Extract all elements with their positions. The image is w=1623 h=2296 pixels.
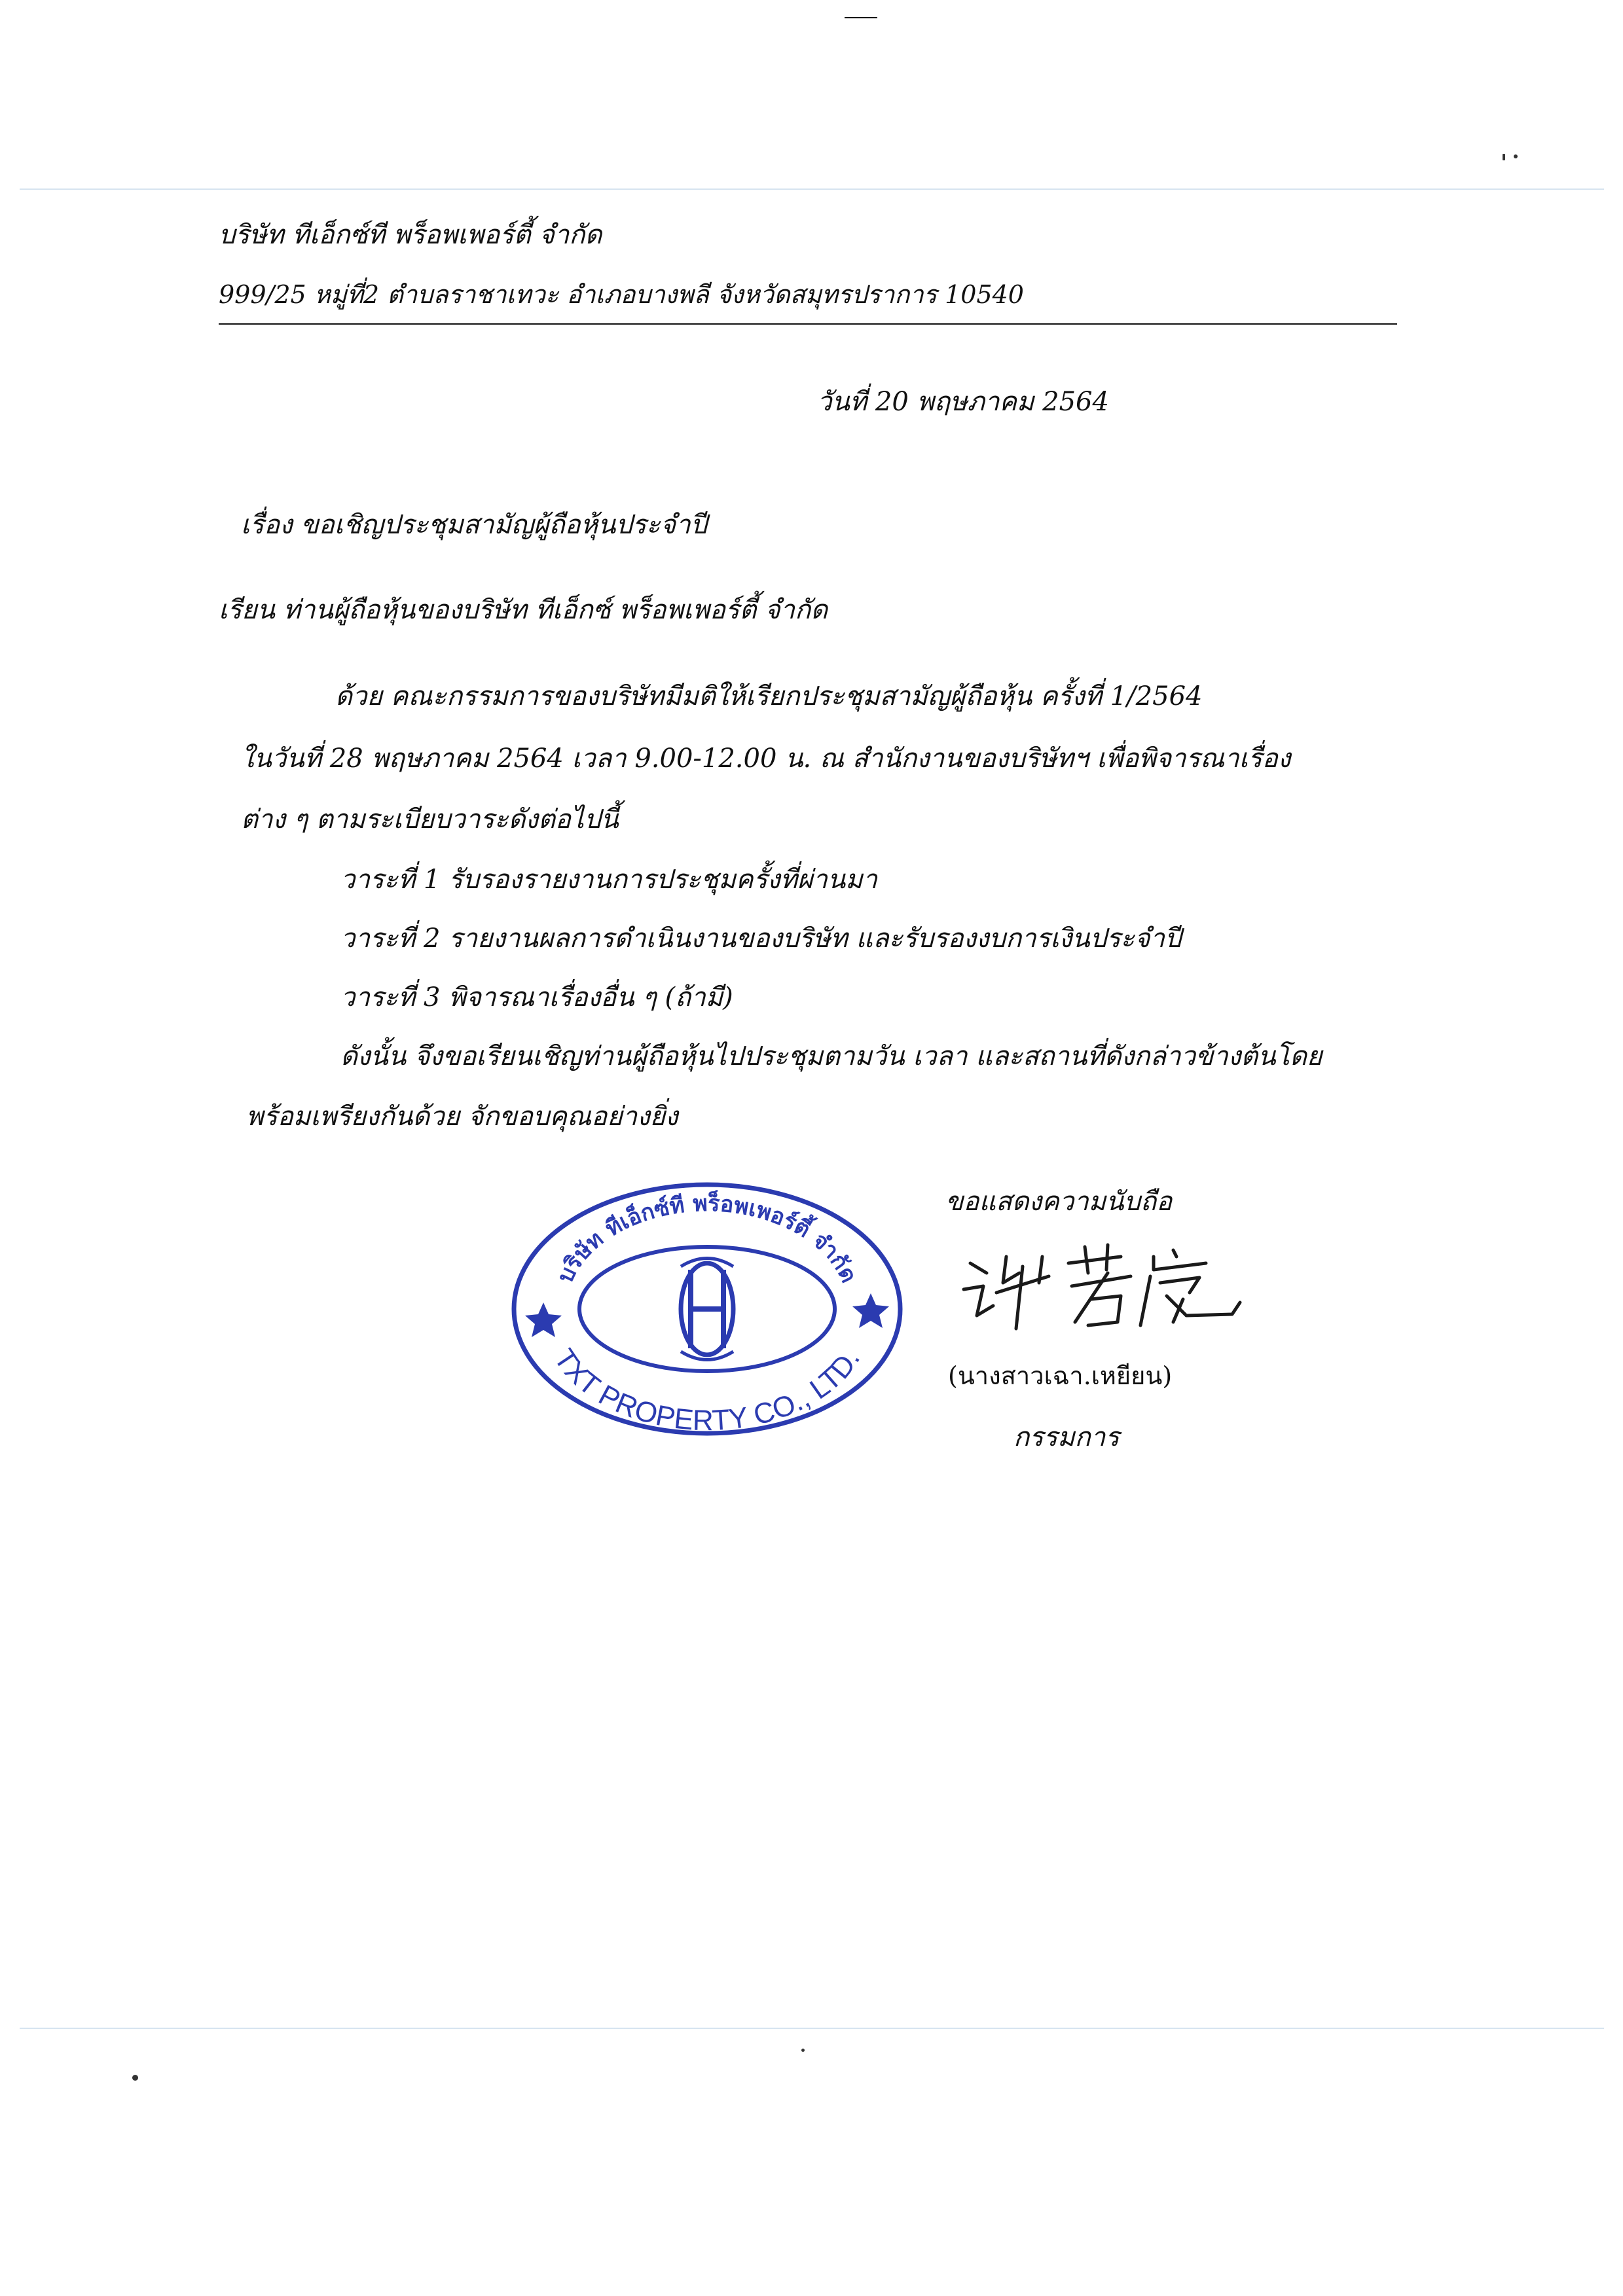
- signer-title: กรรมการ: [1013, 1422, 1120, 1452]
- agenda-item: วาระที่ 1 รับรองรายงานการประชุมครั้งที่ผ่านมา: [340, 865, 878, 895]
- scan-speck: [801, 2049, 805, 2052]
- agenda-item: วาระที่ 2 รายงานผลการดำเนินงานของบริษัท และรับรองงบการเงินประจำปี: [340, 924, 1182, 954]
- signer-name: (นางสาวเฉา.เหยียน): [948, 1361, 1173, 1390]
- body-para1-line2: ในวันที่ 28 พฤษภาคม 2564 เวลา 9.00-12.00 น. ณ สำนักงานของบริษัทฯ เพื่อพิจารณาเรื่อง: [241, 744, 1291, 774]
- body-para2-line2: พร้อมเพรียงกันด้วย จักขอบคุณอย่างยิ่ง: [246, 1102, 678, 1132]
- agenda-item: วาระที่ 3 พิจารณาเรื่องอื่น ๆ (ถ้ามี): [340, 982, 733, 1013]
- body-para1-line1: ด้วย คณะกรรมการของบริษัทมีมติให้เรียกประชุมสามัญผู้ถือหุ้น ครั้งที่ 1/2564: [335, 681, 1203, 711]
- letterhead-rule: [219, 323, 1397, 325]
- scan-line-top: [20, 188, 1604, 190]
- scan-speck: [1514, 154, 1518, 158]
- body-para1-line3: ต่าง ๆ ตามระเบียบวาระดังต่อไปนี้: [241, 804, 619, 834]
- scan-line-bottom: [20, 2028, 1604, 2029]
- handwritten-signature: [957, 1237, 1245, 1338]
- stamp-thai-text: บริษัท ทีเอ็กซ์ที พร็อพเพอร์ตี้ จำกัด: [552, 1190, 862, 1287]
- letter-date: วันที่ 20 พฤษภาคม 2564: [817, 387, 1109, 417]
- body-para2-line1: ดังนั้น จึงขอเรียนเชิญท่านผู้ถือหุ้นไปประชุมตามวัน เวลา และสถานที่ดังกล่าวข้างต้นโดย: [340, 1041, 1322, 1071]
- closing-salutation: ขอแสดงความนับถือ: [945, 1187, 1173, 1217]
- scan-speck: [132, 2075, 138, 2081]
- scan-speck: [1503, 154, 1505, 160]
- letter-subject: เรื่อง ขอเชิญประชุมสามัญผู้ถือหุ้นประจำปี: [241, 510, 707, 540]
- stamp-english-text: TXT PROPERTY CO., LTD.: [547, 1343, 867, 1437]
- company-stamp: [504, 1178, 910, 1443]
- star-icon: [852, 1293, 889, 1328]
- top-dash: [845, 17, 877, 18]
- letter-recipient: เรียน ท่านผู้ถือหุ้นของบริษัท ทีเอ็กซ์ พร็อพเพอร์ตี้ จำกัด: [219, 595, 828, 625]
- company-name: บริษัท ทีเอ็กซ์ที พร็อพเพอร์ตี้ จำกัด: [219, 220, 602, 250]
- company-address: 999/25 หมู่ที่2 ตำบลราชาเทวะ อำเภอบางพลี จังหวัดสมุทรปราการ 10540: [219, 280, 1024, 309]
- star-icon: [525, 1302, 562, 1337]
